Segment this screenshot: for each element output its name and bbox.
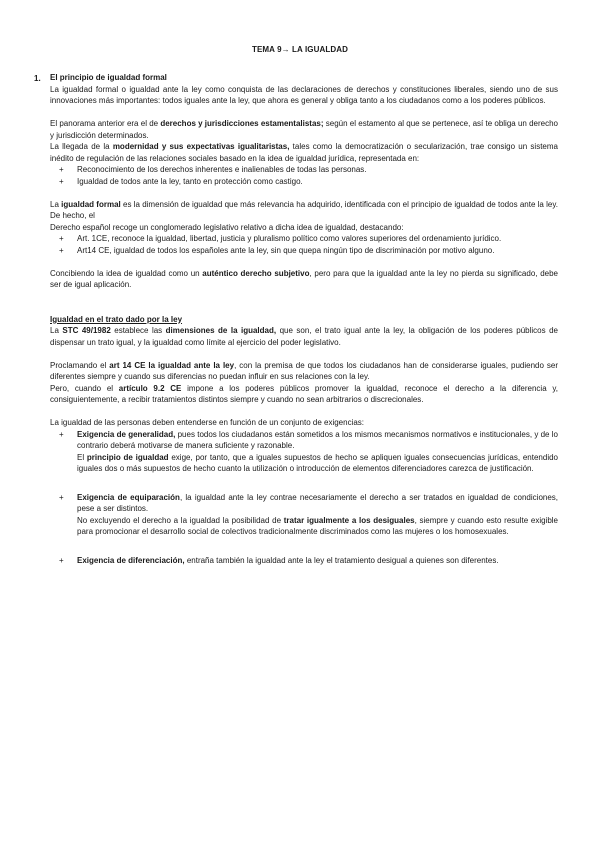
- paragraph: Pero, cuando el artículo 9.2 CE impone a los poderes públicos promover la igualdad, reconoce el derecho a la diferencia y, consiguientemente, a recibir tratamientos distintos siempre y cuando no sean arbitrarios o discrecionales.: [50, 383, 559, 404]
- list-item: + Art14 CE, igualdad de todos los españoles ante la ley, sin que quepa ningún tipo de discriminación por motivo alguno.: [59, 245, 495, 255]
- paragraph: Proclamando el art 14 CE la igualdad ante la ley, con la premisa de que todos los ciudadanos han de considerarse iguales, pudiendo ser diferentes siempre y cuando sus diferencias no puedan influir en sus relaciones con la ley.: [50, 360, 558, 381]
- bullet-list: [50, 233, 558, 256]
- list-item: + Igualdad de todos ante la ley, tanto en protección como castigo.: [59, 176, 303, 186]
- list-item: + Exigencia de generalidad, pues todos los ciudadanos están sometidos a los mismos mecanismos normativos e institucionales, y de lo contrario deberá motivarse de manera suficiente y razonable. El principio de igualdad exige, por tanto, que a iguales supuestos de hecho se apliquen iguales consecuencias jurídicas, entendido iguales dos o más supuestos de hecho cuanto la utilización o introducción de elementos diferenciadores carezca de justificación.: [59, 429, 558, 473]
- paragraph: Derecho español recoge un conglomerado legislativo relativo a dicha idea de igualdad, destacando:: [50, 222, 404, 232]
- section-number: 1.: [34, 74, 41, 83]
- subsection-heading: Igualdad en el trato dado por la ley: [50, 314, 183, 324]
- paragraph: La igualdad formal es la dimensión de igualdad que más relevancia ha adquirido, identificada con el principio de igualdad de todos ante la ley. De hecho, el: [50, 199, 558, 220]
- list-item: + Art. 1CE, reconoce la igualdad, libertad, justicia y pluralismo político como valores superiores del ordenamiento jurídico.: [59, 234, 502, 243]
- paragraph: La STC 49/1982 establece las dimensiones de la igualdad, que son, el trato igual ante la ley, la obligación de los poderes públicos de dispensar un trato igual, y la igualdad como límite al ejercicio del poder legislativo.: [50, 326, 558, 347]
- paragraph: La igualdad formal o igualdad ante la ley como conquista de las declaraciones de derechos y constituciones liberales, siendo uno de sus innovaciones más importantes: todos iguales ante la ley, que ahora es general y obliga tanto a los ciudadanos como a los poderes públicos.: [50, 84, 558, 105]
- list-item: + Exigencia de diferenciación, entraña también la igualdad ante la ley el tratamiento desigual a quienes son diferentes.: [59, 555, 499, 565]
- section-heading: El principio de igualdad formal: [50, 73, 167, 82]
- paragraph: El panorama anterior era el de derechos y jurisdicciones estamentalistas; según el estamento al que se pertenece, así te obliga un derecho y jurisdicción determinados.: [50, 119, 558, 140]
- paragraph: La llegada de la modernidad y sus expectativas igualitaristas, tales como la democratización o secularización, trae consigo un sistema inédito de regulación de las relaciones sociales basado en la idea de igualdad jurídica, representada en:: [50, 142, 558, 163]
- document-body: [50, 72, 558, 566]
- document-title: TEMA 9→ LA IGUALDAD: [252, 45, 348, 54]
- paragraph: Concibiendo la idea de igualdad como un auténtico derecho subjetivo, pero para que la igualdad ante la ley no pierda su significado, debe ser de igual aplicación.: [50, 268, 558, 289]
- bullet-list: [50, 164, 558, 187]
- list-item: + Reconocimiento de los derechos inherentes e inalienables de todas las personas.: [59, 165, 367, 174]
- list-item: + Exigencia de equiparación, la igualdad ante la ley contrae necesariamente el derecho a ser tratados en igualdad de condiciones, pese a ser distintos. No excluyendo el derecho a la igualdad la posibilidad de tratar igualmente a los desiguales, siempre y cuando esto resulte exigible para promocionar el desarrollo social de colectivos tradicionalmente discriminados como las mujeres o los homosexuales.: [59, 492, 559, 536]
- requirements-list: [50, 429, 558, 567]
- paragraph: La igualdad de las personas deben entenderse en función de un conjunto de exigencias:: [50, 418, 365, 427]
